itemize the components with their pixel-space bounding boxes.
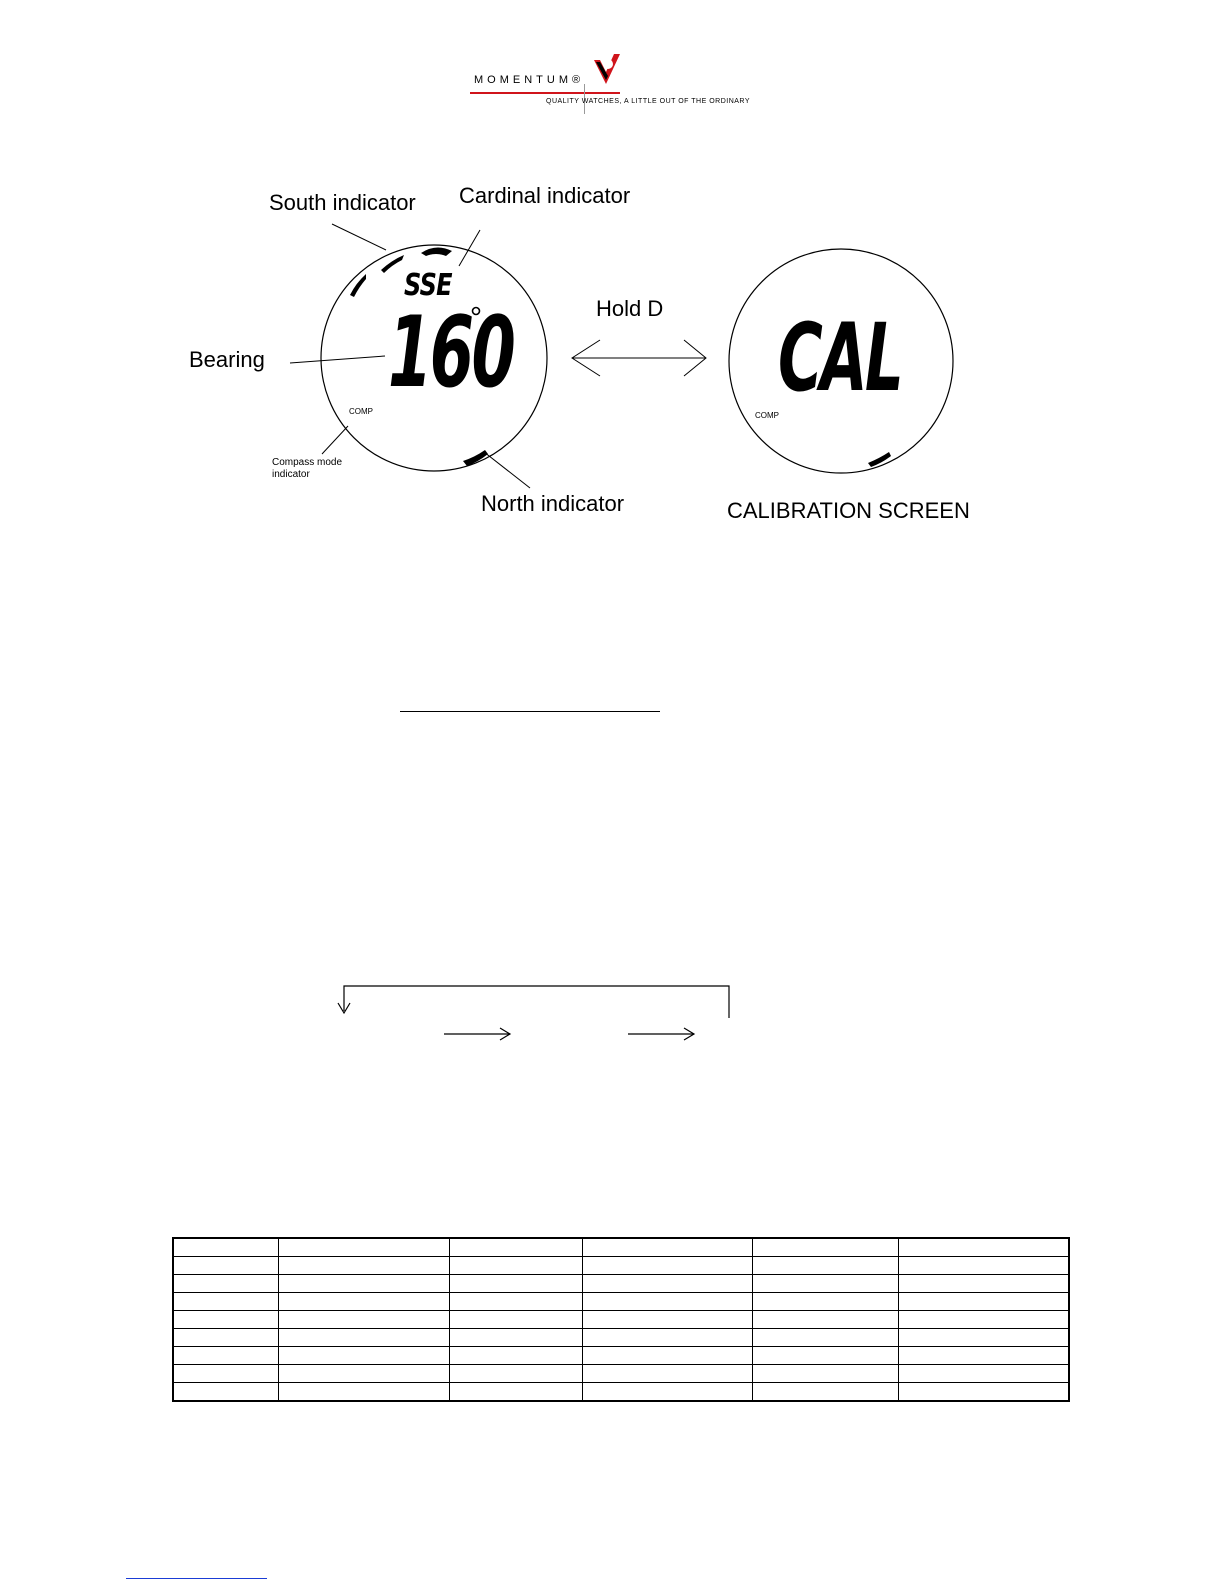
compass-mode-display: COMP xyxy=(349,407,373,416)
table-cell xyxy=(582,1257,752,1275)
table-cell xyxy=(449,1293,582,1311)
brand-name: MOMENTUM® xyxy=(474,74,585,86)
table-row xyxy=(173,1365,1069,1383)
table-cell xyxy=(582,1329,752,1347)
table-cell xyxy=(449,1365,582,1383)
table-cell xyxy=(173,1383,278,1402)
mode-cycle-diagram xyxy=(0,975,1225,1055)
table-cell xyxy=(898,1275,1069,1293)
table-cell xyxy=(898,1293,1069,1311)
table-cell xyxy=(752,1347,898,1365)
table-cell xyxy=(582,1311,752,1329)
table-cell xyxy=(582,1293,752,1311)
table-row xyxy=(173,1329,1069,1347)
calibration-screen-caption: CALIBRATION SCREEN xyxy=(727,498,970,523)
table-cell xyxy=(752,1293,898,1311)
table-row xyxy=(173,1293,1069,1311)
table-cell xyxy=(278,1329,449,1347)
bearing-leader-line xyxy=(290,356,385,363)
table-cell xyxy=(752,1329,898,1347)
cycle-return-line xyxy=(344,986,729,1018)
table-cell xyxy=(449,1383,582,1402)
compass-mode-indicator-label: Compass mode indicator xyxy=(272,457,343,480)
table-cell xyxy=(582,1347,752,1365)
table-row xyxy=(173,1347,1069,1365)
north-leader-line xyxy=(484,452,530,488)
table-cell xyxy=(898,1383,1069,1402)
table-cell xyxy=(898,1329,1069,1347)
hold-d-label: Hold D xyxy=(596,296,664,321)
table-cell xyxy=(173,1275,278,1293)
north-indicator-label: North indicator xyxy=(481,491,625,516)
table-cell xyxy=(449,1329,582,1347)
table-body xyxy=(173,1238,1069,1401)
table-cell xyxy=(173,1293,278,1311)
south-indicator-segment xyxy=(350,274,366,297)
table-cell xyxy=(752,1311,898,1329)
table-cell xyxy=(173,1257,278,1275)
table-cell xyxy=(278,1275,449,1293)
compass-diagram xyxy=(0,0,1225,560)
table-cell xyxy=(752,1257,898,1275)
footer-link-underline[interactable] xyxy=(126,1578,267,1579)
table-cell xyxy=(449,1257,582,1275)
table-cell xyxy=(752,1383,898,1402)
table-cell xyxy=(898,1347,1069,1365)
table-cell xyxy=(173,1238,278,1257)
underline-rule xyxy=(400,711,660,712)
bearing-display: 160 xyxy=(388,296,514,410)
table-cell xyxy=(173,1329,278,1347)
table-cell xyxy=(278,1311,449,1329)
table-cell xyxy=(898,1311,1069,1329)
south-indicator-segment xyxy=(421,247,452,256)
cardinal-direction-display: SSE xyxy=(404,268,452,303)
calibration-north-segment xyxy=(868,452,891,467)
table-cell xyxy=(278,1365,449,1383)
table-cell xyxy=(582,1238,752,1257)
table-cell xyxy=(278,1347,449,1365)
table-row xyxy=(173,1383,1069,1402)
table-cell xyxy=(449,1275,582,1293)
table-cell xyxy=(752,1365,898,1383)
table-cell xyxy=(582,1365,752,1383)
table-cell xyxy=(173,1311,278,1329)
south-indicator-segment xyxy=(381,255,404,273)
bearing-label: Bearing xyxy=(189,347,265,372)
south-leader-line xyxy=(332,224,386,250)
table-row xyxy=(173,1275,1069,1293)
table-cell xyxy=(898,1365,1069,1383)
table-cell xyxy=(278,1383,449,1402)
table-cell xyxy=(278,1293,449,1311)
table-row xyxy=(173,1238,1069,1257)
table-cell xyxy=(173,1365,278,1383)
table-cell xyxy=(449,1238,582,1257)
table-cell xyxy=(173,1347,278,1365)
table-cell xyxy=(582,1383,752,1402)
table-cell xyxy=(752,1275,898,1293)
table-cell xyxy=(752,1238,898,1257)
calibration-mode-display: COMP xyxy=(755,411,779,420)
calibration-display: CAL xyxy=(778,304,902,413)
table-cell xyxy=(898,1257,1069,1275)
table-cell xyxy=(449,1311,582,1329)
table-cell xyxy=(898,1238,1069,1257)
mode-leader-line xyxy=(322,426,348,454)
cardinal-indicator-label: Cardinal indicator xyxy=(459,183,631,208)
table-row xyxy=(173,1257,1069,1275)
table-cell xyxy=(278,1238,449,1257)
table-row xyxy=(173,1311,1069,1329)
south-indicator-label: South indicator xyxy=(269,190,416,215)
table-cell xyxy=(278,1257,449,1275)
table-cell xyxy=(582,1275,752,1293)
brand-tagline: QUALITY WATCHES, A LITTLE OUT OF THE ORDINARY xyxy=(546,98,751,105)
table-cell xyxy=(449,1347,582,1365)
data-table xyxy=(172,1237,1070,1402)
